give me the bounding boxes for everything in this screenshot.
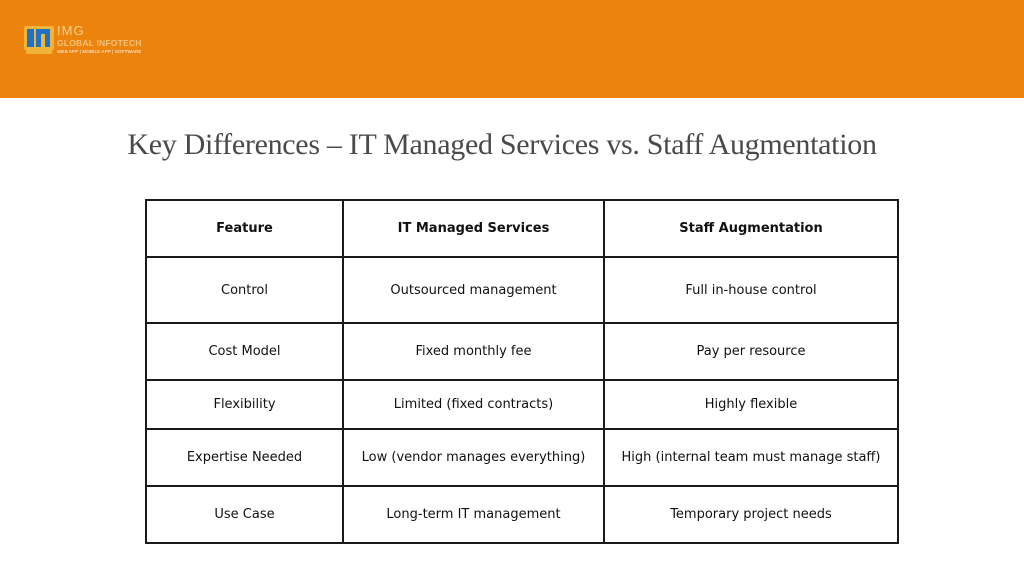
table-cell: Expertise Needed: [146, 429, 343, 486]
img-logo-mark-icon: [24, 26, 54, 54]
table-cell: Flexibility: [146, 380, 343, 429]
header-bar: [0, 0, 1024, 98]
table-row: [146, 380, 898, 429]
table-cell: Use Case: [146, 486, 343, 543]
comparison-table: [145, 199, 899, 544]
table-cell: Fixed monthly fee: [343, 323, 604, 380]
table-cell: Highly flexible: [604, 380, 898, 429]
table-header-row: [146, 200, 898, 257]
logo-tagline: WEB APP | MOBILE APP | SOFTWARE: [57, 49, 142, 54]
table-cell: Outsourced management: [343, 257, 604, 323]
table-cell: Control: [146, 257, 343, 323]
logo-company-name: GLOBAL INFOTECH: [57, 38, 142, 48]
table-cell: High (internal team must manage staff): [604, 429, 898, 486]
table-cell: Long-term IT management: [343, 486, 604, 543]
table-cell: Full in-house control: [604, 257, 898, 323]
table-row: [146, 429, 898, 486]
logo-text-block: [57, 24, 142, 55]
table-cell: Low (vendor manages everything): [343, 429, 604, 486]
table-cell: Pay per resource: [604, 323, 898, 380]
header-staff-augmentation: Staff Augmentation: [604, 200, 898, 257]
table-row: [146, 323, 898, 380]
company-logo[interactable]: [24, 24, 154, 58]
table-cell: Cost Model: [146, 323, 343, 380]
slide-title: Key Differences – IT Managed Services vs. Staff Augmentation: [127, 128, 877, 161]
header-feature: Feature: [146, 200, 343, 257]
table-cell: Temporary project needs: [604, 486, 898, 543]
table-cell: Limited (fixed contracts): [343, 380, 604, 429]
logo-img-text: IMG: [57, 23, 85, 38]
header-it-managed-services: IT Managed Services: [343, 200, 604, 257]
table-row: [146, 486, 898, 543]
table-row: [146, 257, 898, 323]
